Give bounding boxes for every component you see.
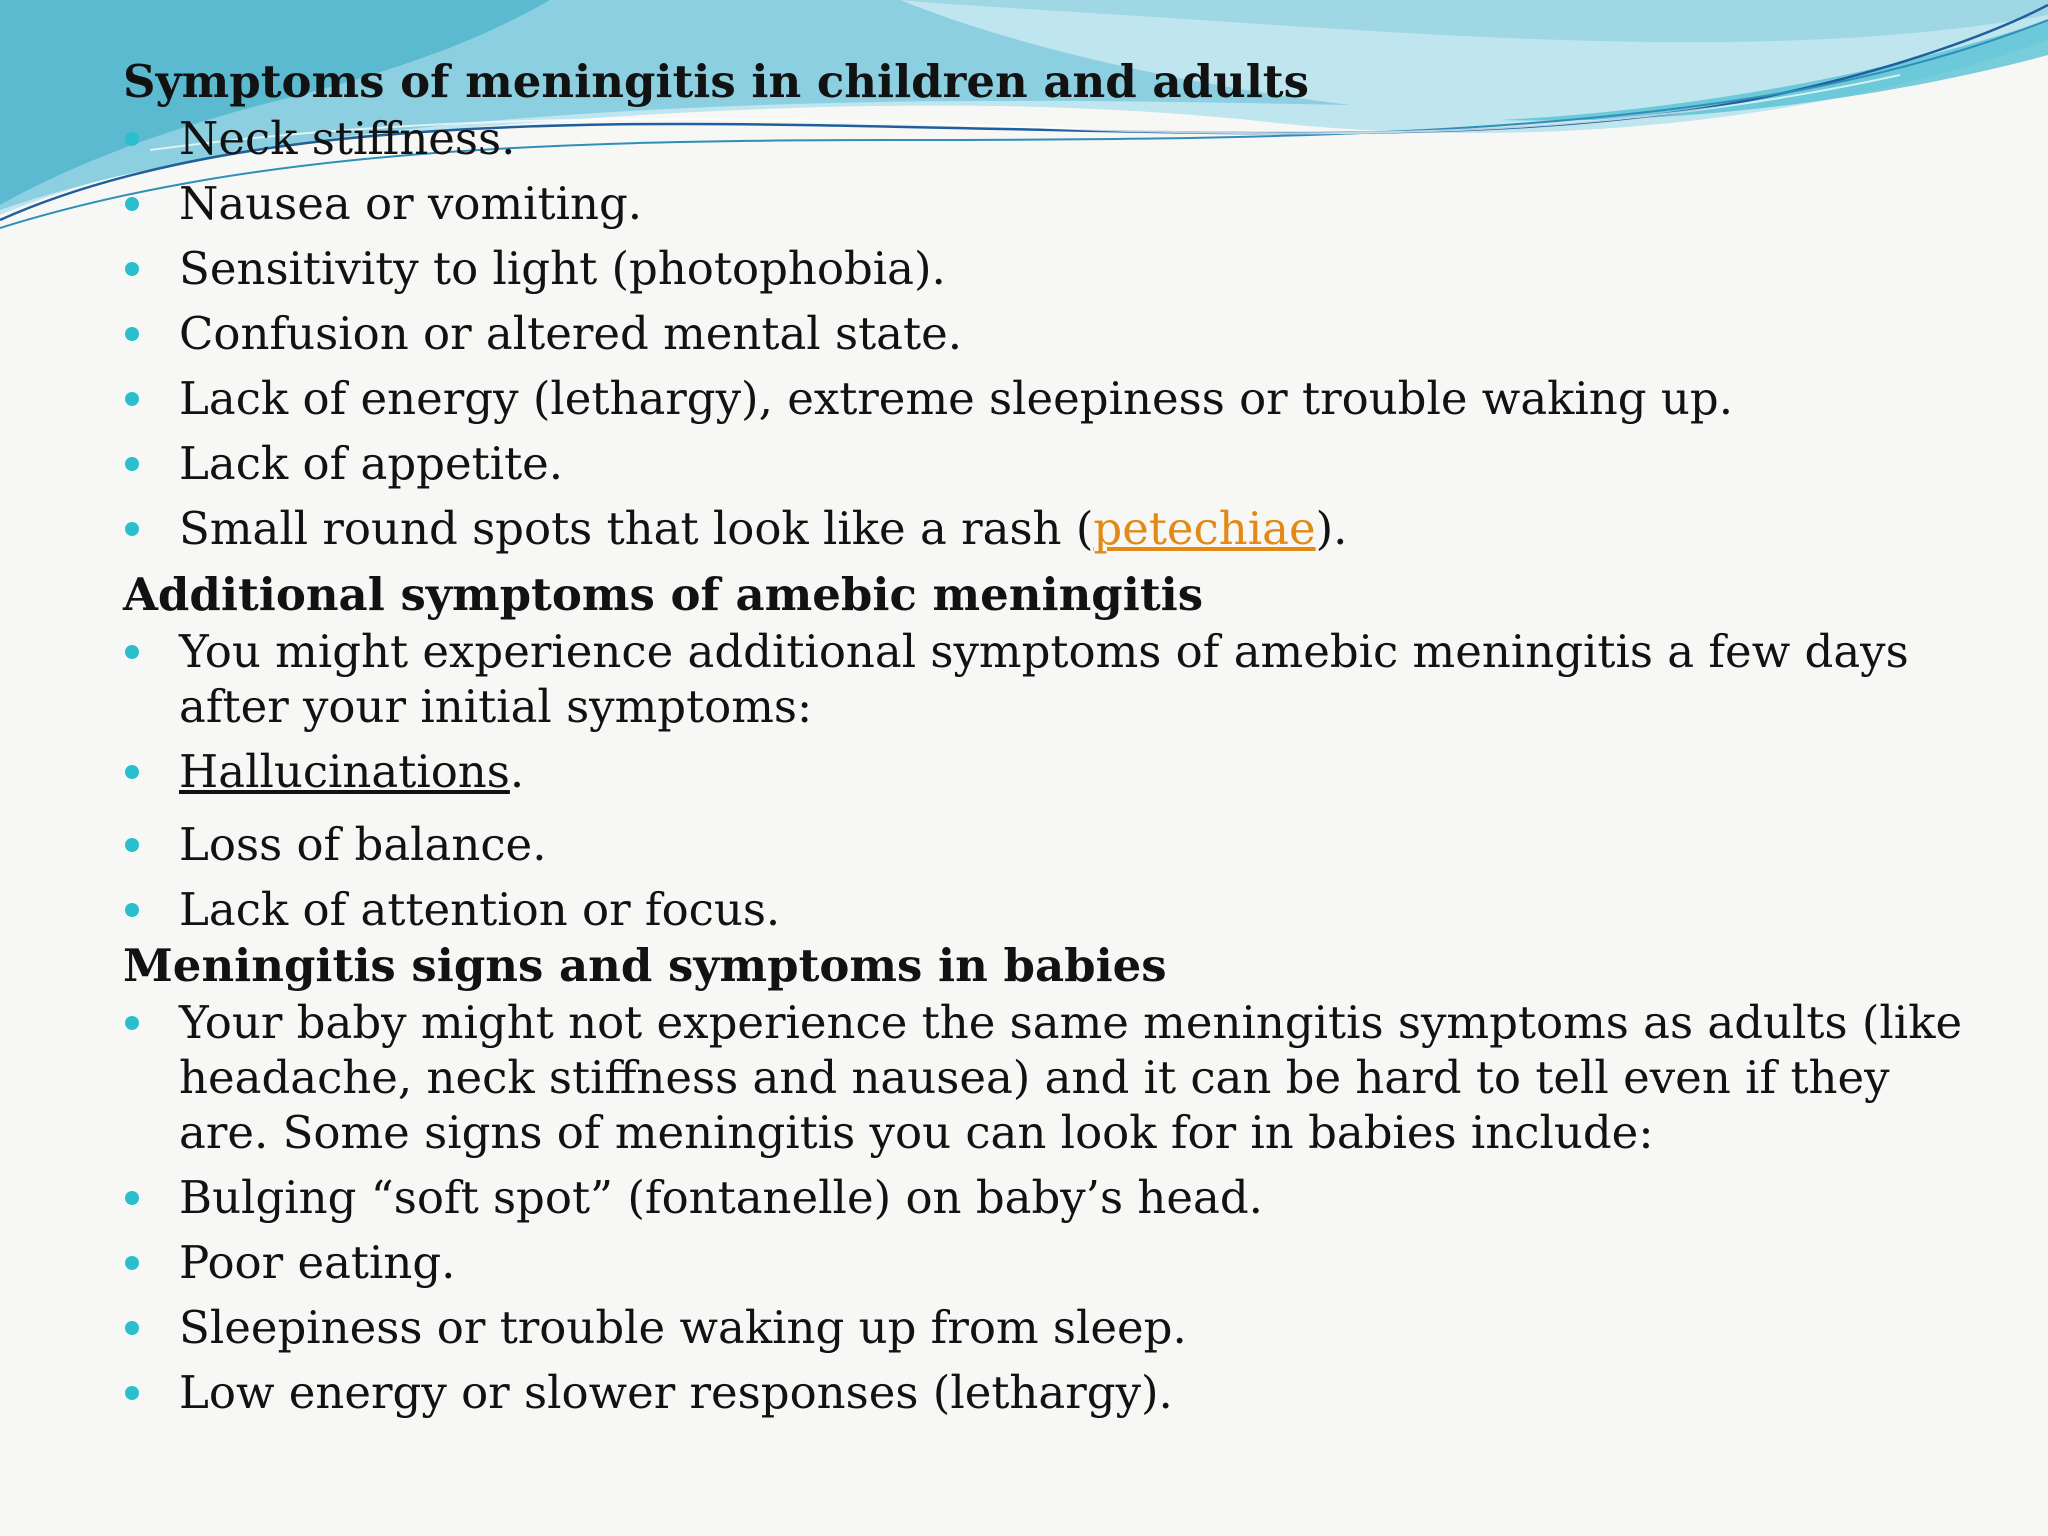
bullet-icon bbox=[125, 197, 139, 211]
bullet-icon bbox=[125, 457, 139, 471]
bullet-icon bbox=[125, 645, 139, 659]
slide-content bbox=[123, 53, 1983, 1420]
symptom-list-babies bbox=[123, 995, 1983, 1420]
bullet-icon bbox=[125, 1321, 139, 1335]
bullet-icon bbox=[125, 765, 139, 779]
list-item: Bulging “soft spot” (fontanelle) on baby’s head. bbox=[123, 1170, 1983, 1225]
symptom-list-amebic bbox=[123, 624, 1983, 937]
bullet-icon bbox=[125, 1386, 139, 1400]
list-item: Sensitivity to light (photophobia). bbox=[123, 241, 1983, 296]
list-item: Neck stiffness. bbox=[123, 111, 1983, 166]
list-item: Hallucinations. bbox=[123, 744, 1983, 799]
bullet-icon bbox=[125, 327, 139, 341]
list-item: Lack of energy (lethargy), extreme sleepiness or trouble waking up. bbox=[123, 371, 1983, 426]
section-heading-amebic: Additional symptoms of amebic meningitis bbox=[123, 568, 1204, 621]
list-item: Lack of attention or focus. bbox=[123, 882, 1983, 937]
petechiae-link[interactable]: petechiae bbox=[1093, 502, 1316, 555]
hallucinations-link[interactable]: Hallucinations bbox=[179, 745, 510, 798]
section-heading-babies: Meningitis signs and symptoms in babies bbox=[123, 939, 1167, 992]
bullet-icon bbox=[125, 1016, 139, 1030]
bullet-icon bbox=[125, 1191, 139, 1205]
list-item: Confusion or altered mental state. bbox=[123, 306, 1983, 361]
list-item: Small round spots that look like a rash (petechiae). bbox=[123, 501, 1983, 556]
section-heading-children-adults: Symptoms of meningitis in children and adults bbox=[123, 55, 1309, 108]
bullet-icon bbox=[125, 1256, 139, 1270]
list-item: Your baby might not experience the same meningitis symptoms as adults (like headache, neck stiffness and nausea) and it can be hard to tell even if they are. Some signs of meningitis you can look for in babies include: bbox=[123, 995, 1983, 1160]
list-item: Poor eating. bbox=[123, 1235, 1983, 1290]
bullet-icon bbox=[125, 392, 139, 406]
list-item: Low energy or slower responses (lethargy). bbox=[123, 1365, 1983, 1420]
list-item: Nausea or vomiting. bbox=[123, 176, 1983, 231]
list-item: Lack of appetite. bbox=[123, 436, 1983, 491]
list-item: Loss of balance. bbox=[123, 817, 1983, 872]
symptom-list-children-adults bbox=[123, 111, 1983, 556]
bullet-icon bbox=[125, 262, 139, 276]
bullet-icon bbox=[125, 522, 139, 536]
list-item: Sleepiness or trouble waking up from sleep. bbox=[123, 1300, 1983, 1355]
bullet-icon bbox=[125, 903, 139, 917]
bullet-icon bbox=[125, 838, 139, 852]
list-item: You might experience additional symptoms of amebic meningitis a few days after your initial symptoms: bbox=[123, 624, 1983, 734]
bullet-icon bbox=[125, 132, 139, 146]
